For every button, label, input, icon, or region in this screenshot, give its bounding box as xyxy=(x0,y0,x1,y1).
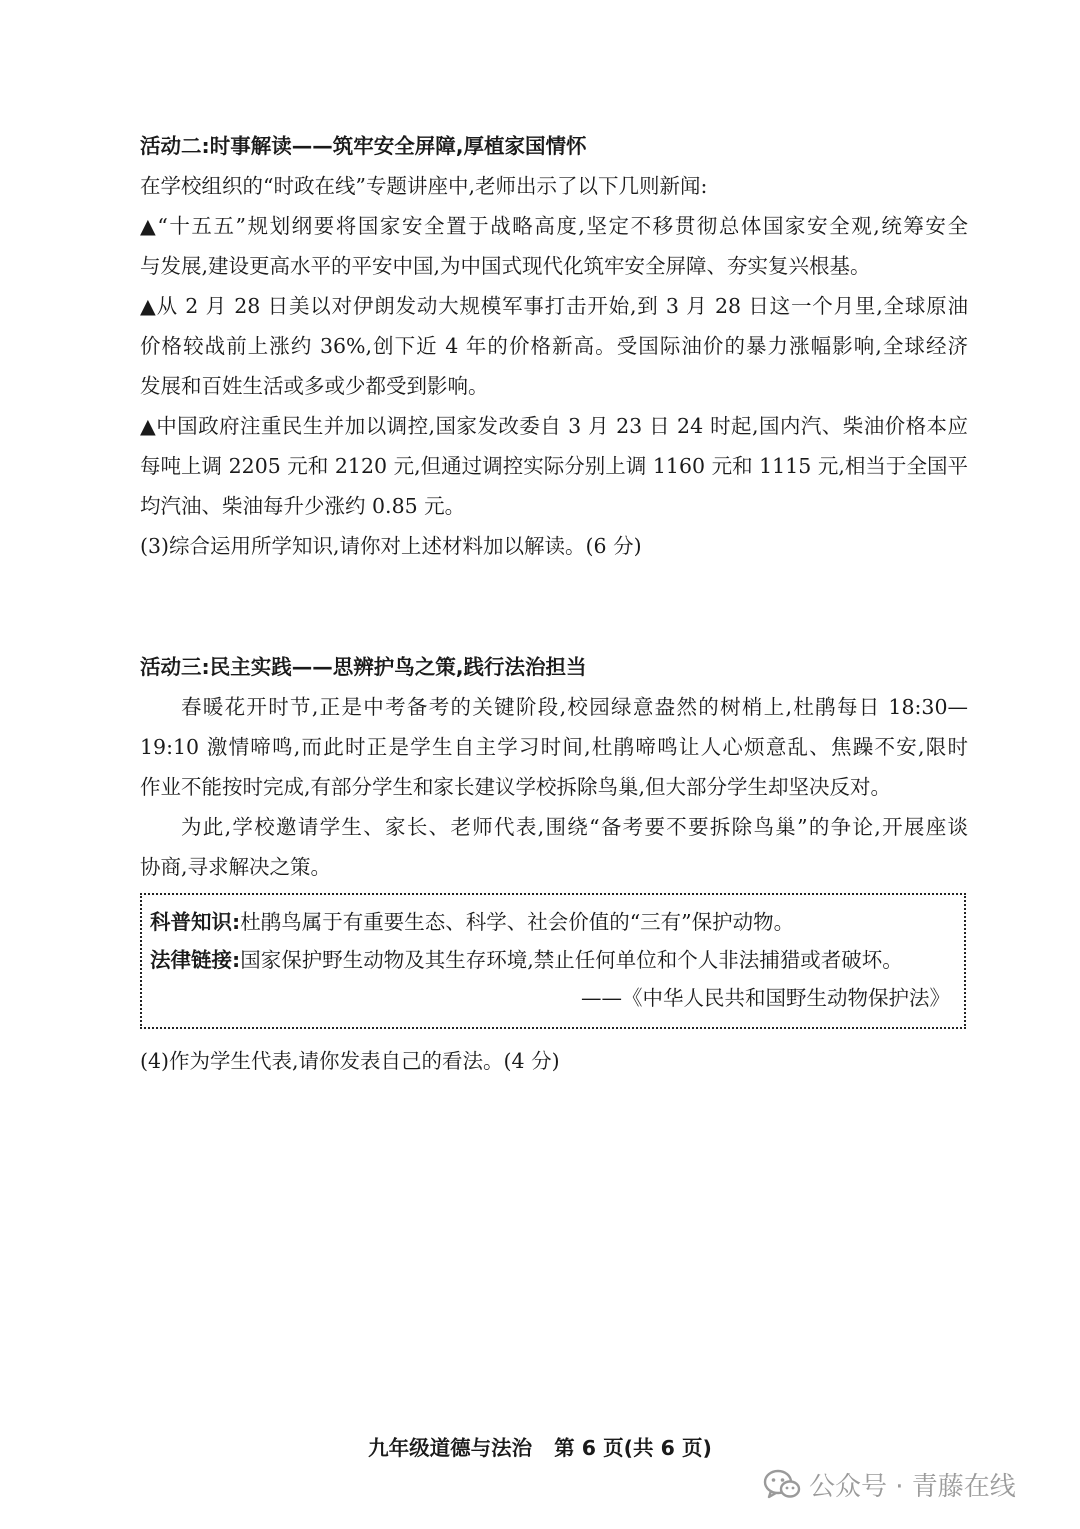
news1-line-1: ▲“十五五”规划纲要将国家安全置于战略高度,坚定不移贯彻总体国家安全观,统筹安全 xyxy=(140,214,968,238)
watermark xyxy=(763,1466,1016,1503)
news2-line-2: 价格较战前上涨约 36%,创下近 4 年的价格新高。受国际油价的暴力涨幅影响,全球经济 xyxy=(140,334,968,358)
wechat-icon xyxy=(763,1469,801,1501)
news2-line-3: 发展和百姓生活或多或少都受到影响。 xyxy=(140,374,489,398)
footer-page-number: 第 6 页(共 6 页) xyxy=(554,1436,712,1460)
para2-line-1: 为此,学校邀请学生、家长、老师代表,围绕“备考要不要拆除鸟巢”的争论,开展座谈 xyxy=(181,815,968,839)
activity2-title: 活动二:时事解读——筑牢安全屏障,厚植家国情怀 xyxy=(140,134,587,158)
science-knowledge-row xyxy=(150,903,950,941)
news-item-3 xyxy=(140,406,968,526)
news-item-2 xyxy=(140,286,968,406)
para2-line-2: 协商,寻求解决之策。 xyxy=(140,855,332,879)
para1-line-1: 春暖花开时节,正是中考备考的关键阶段,校园绿意盎然的树梢上,杜鹃每日 18:30— xyxy=(181,695,968,719)
para1-line-3: 作业不能按时完成,有部分学生和家长建议学校拆除鸟巢,但大部分学生却坚决反对。 xyxy=(140,775,892,799)
question-4: (4)作为学生代表,请你发表自己的看法。(4 分) xyxy=(140,1049,560,1073)
page-content xyxy=(140,126,968,1081)
law-link-row xyxy=(150,941,950,979)
activity3-paragraph-2 xyxy=(140,807,968,887)
news-item-1 xyxy=(140,206,968,286)
law-label: 法律链接: xyxy=(150,948,241,972)
news3-line-3: 均汽油、柴油每升少涨约 0.85 元。 xyxy=(140,494,466,518)
science-label: 科普知识: xyxy=(150,910,241,934)
news2-line-1: ▲从 2 月 28 日美以对伊朗发动大规模军事打击开始,到 3 月 28 日这一个月里,全球原油 xyxy=(140,294,968,318)
news1-line-2: 与发展,建设更高水平的平安中国,为中国式现代化筑牢安全屏障、夯实复兴根基。 xyxy=(140,254,871,278)
science-text: 杜鹃鸟属于有重要生态、科学、社会价值的“三有”保护动物。 xyxy=(240,910,795,934)
law-text: 国家保护野生动物及其生存环境,禁止任何单位和个人非法捕猎或者破坏。 xyxy=(240,948,903,972)
footer-subject: 九年级道德与法治 xyxy=(368,1436,533,1460)
law-source: ——《中华人民共和国野生动物保护法》 xyxy=(581,986,950,1010)
activity3-title: 活动三:民主实践——思辨护鸟之策,践行法治担当 xyxy=(140,655,587,679)
news3-line-1: ▲中国政府注重民生并加以调控,国家发改委自 3 月 23 日 24 时起,国内汽、柴油价格本应 xyxy=(140,414,968,438)
knowledge-box xyxy=(140,893,966,1029)
question-3: (3)综合运用所学知识,请你对上述材料加以解读。(6 分) xyxy=(140,534,642,558)
watermark-text: 公众号 · 青藤在线 xyxy=(809,1472,1016,1502)
page-footer xyxy=(0,1428,1080,1468)
activity3-paragraph-1 xyxy=(140,687,968,807)
answer-space xyxy=(140,566,968,647)
news3-line-2: 每吨上调 2205 元和 2120 元,但通过调控实际分别上调 1160 元和 1115 元,相当于全国平 xyxy=(140,454,968,478)
para1-line-2: 19:10 激情啼鸣,而此时正是学生自主学习时间,杜鹃啼鸣让人心烦意乱、焦躁不安,限时 xyxy=(140,735,968,759)
activity2-intro: 在学校组织的“时政在线”专题讲座中,老师出示了以下几则新闻: xyxy=(140,174,708,198)
